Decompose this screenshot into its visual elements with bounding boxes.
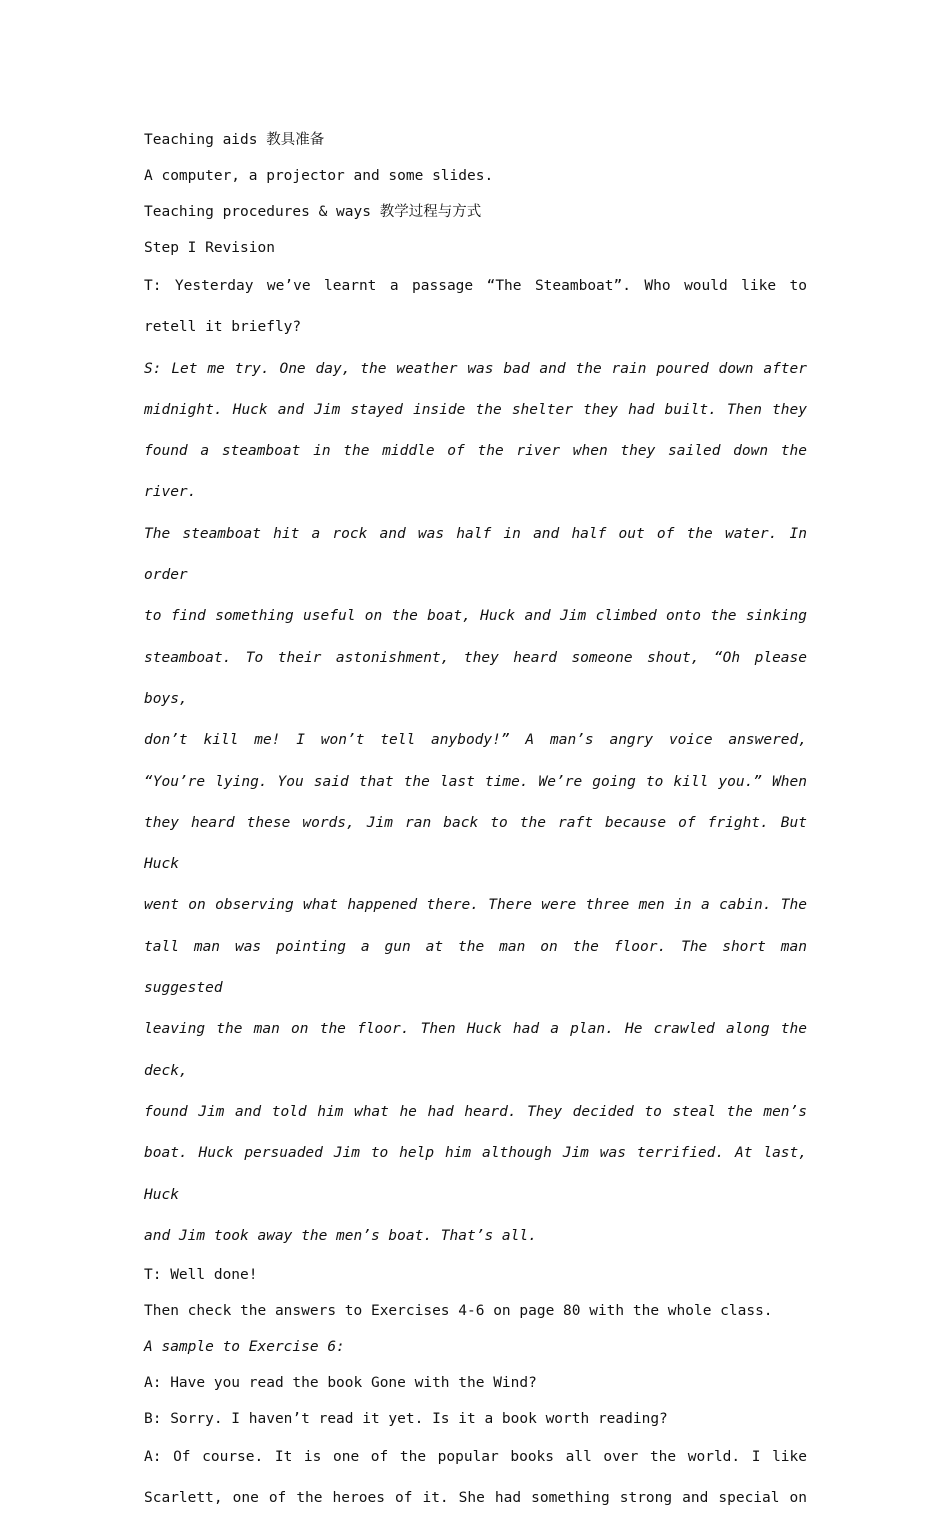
student-answer-line: steamboat. To their astonishment, they heard someone shout, “Oh please boys,	[144, 649, 807, 707]
student-answer	[144, 349, 807, 1258]
student-answer-line: The steamboat hit a rock and was half in and half out of the water. In order	[144, 525, 807, 584]
teacher-praise: T: Well done!	[144, 1267, 258, 1284]
teacher-question-line: T: Yesterday we’ve learnt a passage “The Steamboat”. Who would like to	[144, 278, 807, 294]
teacher-question	[144, 266, 807, 349]
student-answer-line: found Jim and told him what he had heard. They decided to steal the men’s	[144, 1103, 807, 1120]
student-answer-line: don’t kill me! I won’t tell anybody!” A man’s angry voice answered,	[144, 732, 807, 749]
dialogue-a1: A: Have you read the book Gone with the Wind?	[144, 1375, 537, 1392]
dialogue-b1: B: Sorry. I haven’t read it yet. Is it a book worth reading?	[144, 1411, 668, 1428]
student-answer-line: and Jim took away the men’s boat. That’s all.	[144, 1227, 537, 1244]
sample-heading: A sample to Exercise 6:	[144, 1339, 345, 1356]
dialogue-a2-line: A: Of course. It is one of the popular books all over the world. I like	[144, 1449, 807, 1466]
check-instruction: Then check the answers to Exercises 4-6 on page 80 with the whole class.	[144, 1303, 773, 1320]
student-answer-line: tall man was pointing a gun at the man on the floor. The short man suggested	[144, 938, 807, 997]
dialogue-a2-line: Scarlett, one of the heroes of it. She had something strong and special on	[144, 1490, 807, 1507]
document-content	[144, 122, 807, 1520]
teaching-procedures-heading: Teaching procedures & ways 教学过程与方式	[144, 204, 482, 220]
student-answer-line: midnight. Huck and Jim stayed inside the shelter they had built. Then they	[144, 401, 807, 418]
student-answer-line: boat. Huck persuaded Jim to help him although Jim was terrified. At last, Huck	[144, 1145, 807, 1203]
teaching-aids-text: A computer, a projector and some slides.	[144, 168, 494, 184]
student-answer-line: they heard these words, Jim ran back to the raft because of fright. But Huck	[144, 814, 807, 873]
step-heading: Step I Revision	[144, 240, 275, 256]
student-answer-line: found a steamboat in the middle of the river when they sailed down the river.	[144, 443, 807, 501]
teacher-question-line: retell it briefly?	[144, 319, 302, 336]
teaching-aids-heading: Teaching aids 教具准备	[144, 132, 325, 148]
student-answer-line: to find something useful on the boat, Huck and Jim climbed onto the sinking	[144, 608, 807, 625]
dialogue-a2	[144, 1437, 807, 1520]
student-answer-line: “You’re lying. You said that the last time. We’re going to kill you.” When	[144, 773, 807, 790]
student-answer-line: S: Let me try. One day, the weather was bad and the rain poured down after	[144, 360, 807, 377]
student-answer-line: went on observing what happened there. There were three men in a cabin. The	[144, 897, 807, 914]
student-answer-line: leaving the man on the floor. Then Huck had a plan. He crawled along the deck,	[144, 1021, 807, 1079]
